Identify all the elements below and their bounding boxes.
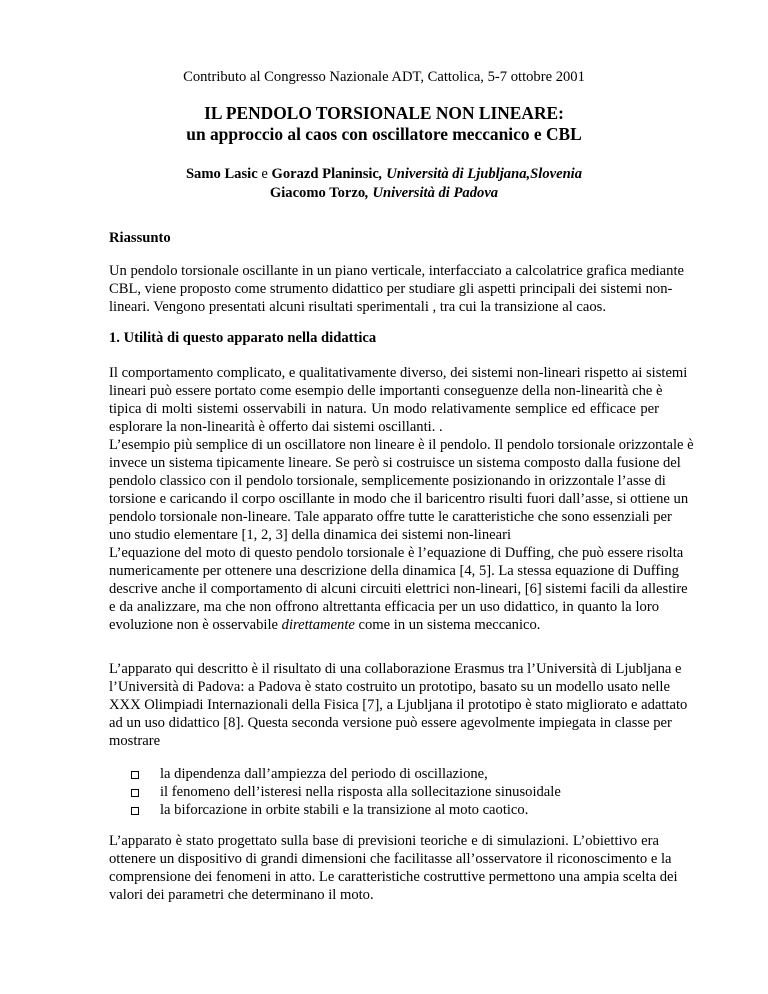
text-line: comprensione dei fenomeni in atto. Le caratteristiche costruttive permettono una ampia scelta dei — [109, 869, 678, 885]
list-item-text: la biforcazione in orbite stabili e la transizione al moto caotico. — [160, 802, 529, 818]
list-item-text: il fenomeno dell’isteresi nella risposta alla sollecitazione sinusoidale — [160, 784, 561, 800]
text-line: lineari. Vengono presentati alcuni risultati sperimentali , tra cui la transizione al caos. — [109, 299, 606, 315]
text-line: ad un uso didattico [8]. Questa seconda versione può essere agevolmente impiegata in classe per — [109, 715, 672, 731]
title-line-1: IL PENDOLO TORSIONALE NON LINEARE: — [204, 103, 564, 123]
text-line: invece un sistema tipicamente lineare. Se però si costruisce un sistema composto dalla fusione del — [109, 455, 681, 471]
text-line: mostrare — [109, 733, 161, 749]
author-block — [0, 165, 768, 203]
affiliation-ljubljana: , Università di Ljubljana,Slovenia — [378, 166, 583, 182]
text-span: come in un sistema meccanico. — [354, 617, 541, 633]
text-line: L’equazione del moto di questo pendolo torsionale è l’equazione di Duffing, che può essere risolta — [109, 545, 684, 561]
abstract-paragraph — [109, 262, 684, 316]
author-lasic: Samo Lasic — [185, 166, 258, 182]
title-line-2: un approccio al caos con oscillatore meccanico e CBL — [186, 124, 582, 144]
paper-title — [0, 103, 768, 145]
text-line: descrive anche il comportamento di alcuni circuiti elettrici non-lineari, [6] sistemi facili da allestire — [109, 581, 688, 597]
text-line: pendolo torsionale non-lineare. Tale apparato offre tutte le caratteristiche che sono essenziali per — [109, 509, 672, 525]
text-line: ottenere un dispositivo di grandi dimensioni che facilitasse all’osservatore il riconoscimento e la — [109, 851, 672, 867]
text-line: Un pendolo torsionale oscillante in un piano verticale, interfacciato a calcolatrice grafica mediante — [109, 263, 684, 279]
text-span: evoluzione non è osservabile — [109, 617, 282, 633]
authors-line-1 — [0, 165, 768, 184]
emphasis-text: direttamente — [281, 617, 355, 633]
text-line: esplorare la non-linearità è offerto dai sistemi oscillanti. . — [109, 419, 443, 435]
conference-header: Contributo al Congresso Nazionale ADT, Cattolica, 5-7 ottobre 2001 — [183, 69, 585, 85]
text-line: L’apparato qui descritto è il risultato di una collaborazione Erasmus tra l’Università di Ljubljana e — [109, 661, 682, 677]
bullet-list — [131, 765, 561, 819]
text-line: L’esempio più semplice di un oscillatore non lineare è il pendolo. Il pendolo torsionale orizzontale è — [109, 437, 694, 453]
author-torzo: Giacomo Torzo — [269, 185, 366, 201]
list-item — [131, 783, 561, 801]
list-item — [131, 801, 561, 819]
text-line: Il comportamento complicato, e qualitativamente diverso, dei sistemi non-lineari rispetto ai sistemi — [109, 365, 688, 381]
text-line: XXX Olimpiadi Internazionali della Fisica [7], a Ljubljana il prototipo è stato migliorato e adattato — [109, 697, 688, 713]
list-item-text: la dipendenza dall’ampiezza del periodo di oscillazione, — [160, 766, 488, 782]
text-line: e da analizzare, ma che non offrono altrettanta efficacia per un uso didattico, in quanto la loro — [109, 599, 659, 615]
author-planinsic: Gorazd Planinsic — [271, 166, 379, 182]
section-1-paragraph-4 — [109, 660, 688, 750]
affiliation-padova: , Università di Padova — [365, 185, 499, 201]
text-line: lineari può essere portato come esempio delle importanti conseguenze della non-linearità che è — [109, 383, 663, 399]
checkbox-bullet-icon — [131, 771, 139, 779]
text-line — [109, 616, 659, 634]
section-1-paragraph-1 — [109, 364, 694, 634]
authors-line-2 — [0, 184, 768, 203]
text-line: tipica di molti sistemi osservabili in natura. Un modo relativamente semplice ed efficace per — [109, 401, 659, 417]
author-conjunction: e — [257, 166, 272, 182]
text-line: l’Università di Padova: a Padova è stato costruito un prototipo, basato su un modello usato nelle — [109, 679, 670, 695]
text-line: L’apparato è stato progettato sulla base di previsioni teoriche e di simulazioni. L’obiettivo era — [109, 833, 659, 849]
text-line: torsione e caricando il corpo oscillante in modo che il baricentro risulti fuori dall’asse, si ottiene un — [109, 491, 689, 507]
text-line: uno studio elementare [1, 2, 3] della dinamica dei sistemi non-lineari — [109, 527, 512, 543]
abstract-heading: Riassunto — [109, 230, 171, 246]
section-1-paragraph-5 — [109, 832, 678, 904]
section-1-heading: 1. Utilità di questo apparato nella didattica — [109, 330, 377, 346]
checkbox-bullet-icon — [131, 807, 139, 815]
checkbox-bullet-icon — [131, 789, 139, 797]
text-line: valori dei parametri che determinano il moto. — [109, 887, 374, 903]
text-line: numericamente per ottenere una descrizione della dinamica [4, 5]. La stessa equazione di Duffing — [109, 563, 679, 579]
text-line: pendolo classico con il pendolo torsionale, semplicemente posizionando in orizzontale l’asse di — [109, 473, 666, 489]
text-line: CBL, viene proposto come strumento didattico per studiare gli aspetti principali dei sistemi non- — [109, 281, 673, 297]
list-item — [131, 765, 561, 783]
